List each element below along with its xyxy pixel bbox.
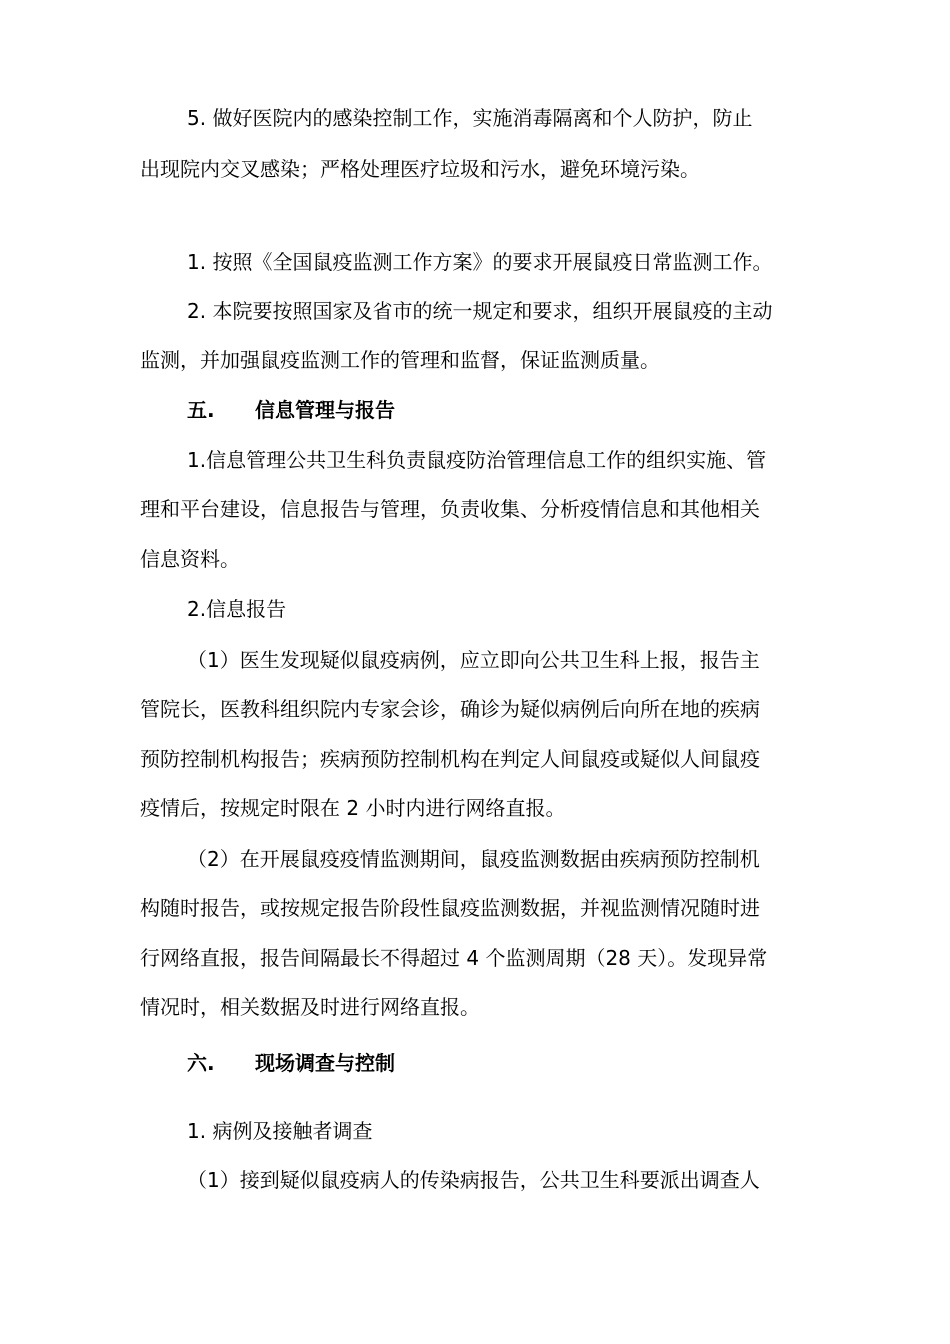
section-title: 现场调查与控制	[255, 1051, 395, 1075]
paragraph-line: 理和平台建设，信息报告与管理，负责收集、分析疫情信息和其他相关	[140, 497, 760, 521]
paragraph-line: 1.信息管理公共卫生科负责鼠疫防治管理信息工作的组织实施、管	[187, 448, 767, 472]
paragraph-line: 1. 按照《全国鼠疫监测工作方案》的要求开展鼠疫日常监测工作。	[187, 250, 773, 274]
paragraph-line: 信息资料。	[140, 547, 240, 571]
paragraph-line: 管院长，医教科组织院内专家会诊，确诊为疑似病例后向所在地的疾病	[140, 697, 760, 721]
section-title: 信息管理与报告	[255, 398, 395, 422]
paragraph-line: 2. 本院要按照国家及省市的统一规定和要求，组织开展鼠疫的主动	[187, 299, 773, 323]
section-heading	[187, 396, 395, 424]
paragraph-line: 出现院内交叉感染；严格处理医疗垃圾和污水，避免环境污染。	[140, 157, 700, 181]
section-number: 六.	[187, 1051, 215, 1075]
paragraph-line: 预防控制机构报告；疾病预防控制机构在判定人间鼠疫或疑似人间鼠疫	[140, 747, 760, 771]
paragraph-line: 构随时报告，或按规定报告阶段性鼠疫监测数据，并视监测情况随时进	[140, 896, 760, 920]
paragraph-line: （1）医生发现疑似鼠疫病例，应立即向公共卫生科上报，报告主	[187, 648, 760, 672]
paragraph-line: 1. 病例及接触者调查	[187, 1119, 373, 1143]
paragraph-line: 行网络直报，报告间隔最长不得超过 4 个监测周期（28 天）。发现异常	[140, 946, 768, 970]
paragraph-line: 情况时，相关数据及时进行网络直报。	[140, 995, 480, 1019]
section-number: 五.	[187, 398, 215, 422]
paragraph-line: 2.信息报告	[187, 597, 287, 621]
paragraph-line: 5. 做好医院内的感染控制工作，实施消毒隔离和个人防护，防止	[187, 106, 753, 130]
section-heading	[187, 1049, 395, 1077]
paragraph-line: （1）接到疑似鼠疫病人的传染病报告，公共卫生科要派出调查人	[187, 1168, 760, 1192]
paragraph-line: （2）在开展鼠疫疫情监测期间，鼠疫监测数据由疾病预防控制机	[187, 847, 760, 871]
paragraph-line: 监测，并加强鼠疫监测工作的管理和监督，保证监测质量。	[140, 348, 660, 372]
paragraph-line: 疫情后，按规定时限在 2 小时内进行网络直报。	[140, 796, 566, 820]
